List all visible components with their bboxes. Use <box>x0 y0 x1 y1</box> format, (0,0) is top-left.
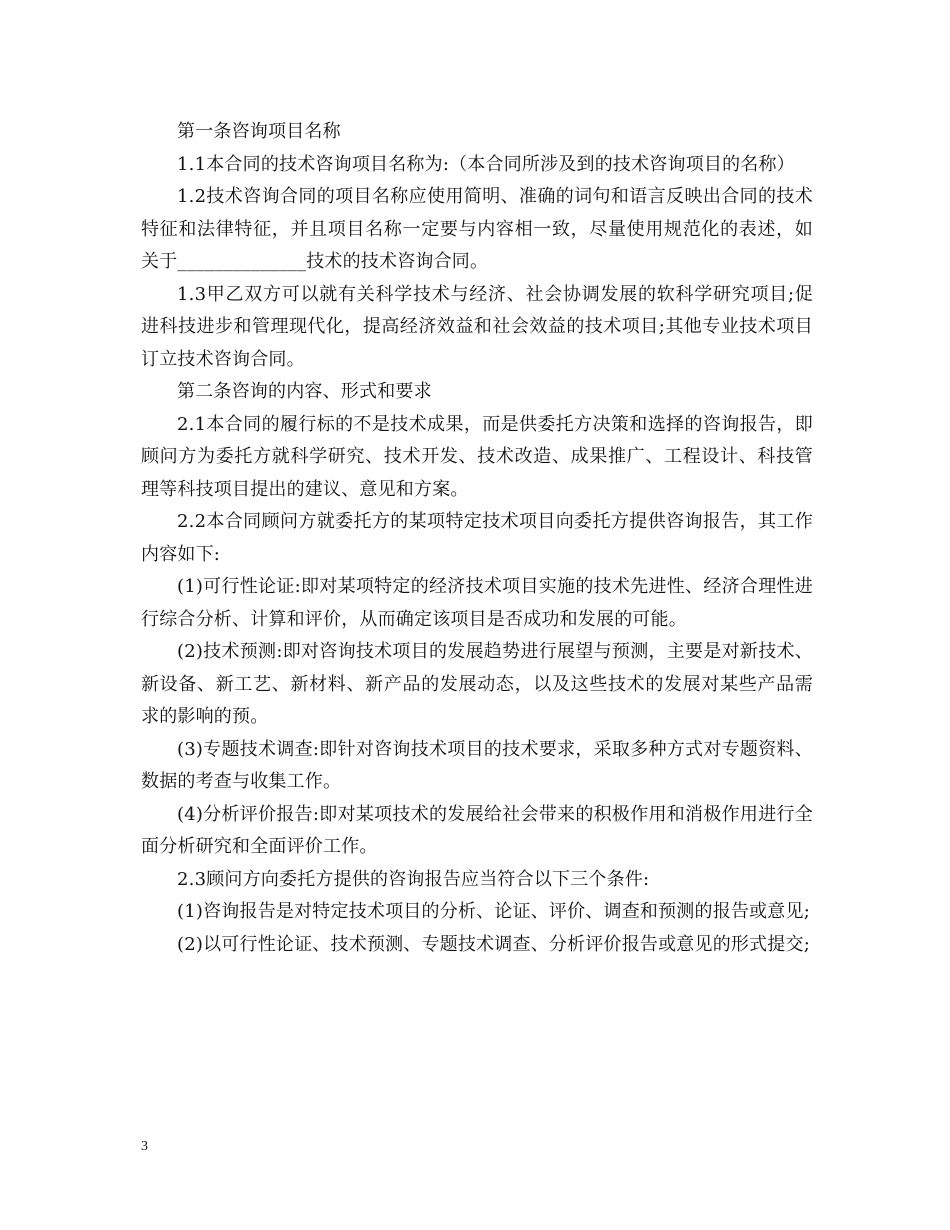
heading-article-1: 第一条咨询项目名称 <box>177 121 341 142</box>
heading-article-2: 第二条咨询的内容、形式和要求 <box>177 381 432 402</box>
list-item-condition-2: (2)以可行性论证、技术预测、专题技术调查、分析评价报告或意见的形式提交; <box>177 933 810 955</box>
page-number: 3 <box>141 1139 148 1154</box>
paragraph-2-3: 2.3顾问方向委托方提供的咨询报告应当符合以下三个条件: <box>177 868 650 890</box>
list-item-forecast: (2)技术预测:即对咨询技术项目的发展趋势进行展望与预测，主要是对新技术、新设备、新工艺、新材料、新产品的发展动态，以及这些技术的发展对某些产品需求的影响的预。 <box>141 641 813 727</box>
list-item-feasibility: (1)可行性论证:即对某项特定的经济技术项目实施的技术先进性、经济合理性进行综合分析、计算和评价，从而确定该项目是否成功和发展的可能。 <box>141 576 813 630</box>
list-item-survey: (3)专题技术调查:即针对咨询技术项目的技术要求，采取多种方式对专题资料、数据的考查与收集工作。 <box>141 738 813 792</box>
paragraph-2-1: 2.1本合同的履行标的不是技术成果，而是供委托方决策和选择的咨询报告，即顾问方为委托方就科学研究、技术开发、技术改造、成果推广、工程设计、科技管理等科技项目提出的建议、意见和方案。 <box>141 413 813 500</box>
list-item-evaluation: (4)分析评价报告:即对某项技术的发展给社会带来的积极作用和消极作用进行全面分析研究和全面评价工作。 <box>141 803 813 857</box>
paragraph-2-2: 2.2本合同顾问方就委托方的某项特定技术项目向委托方提供咨询报告，其工作内容如下: <box>141 511 813 565</box>
document-body <box>141 116 813 961</box>
paragraph-1-3: 1.3甲乙双方可以就有关科学技术与经济、社会协调发展的软科学研究项目;促进科技进步和管理现代化，提高经济效益和社会效益的技术项目;其他专业技术项目订立技术咨询合同。 <box>141 283 813 370</box>
paragraph-1-1: 1.1本合同的技术咨询项目名称为:（本合同所涉及到的技术咨询项目的名称） <box>177 153 795 175</box>
list-item-condition-1: (1)咨询报告是对特定技术项目的分析、论证、评价、调查和预测的报告或意见; <box>177 901 810 922</box>
paragraph-1-2: 1.2技术咨询合同的项目名称应使用简明、准确的词句和语言反映出合同的技术特征和法律特征，并且项目名称一定要与内容相一致，尽量使用规范化的表述，如关于______________技术的技术咨询合同。 <box>141 186 813 272</box>
